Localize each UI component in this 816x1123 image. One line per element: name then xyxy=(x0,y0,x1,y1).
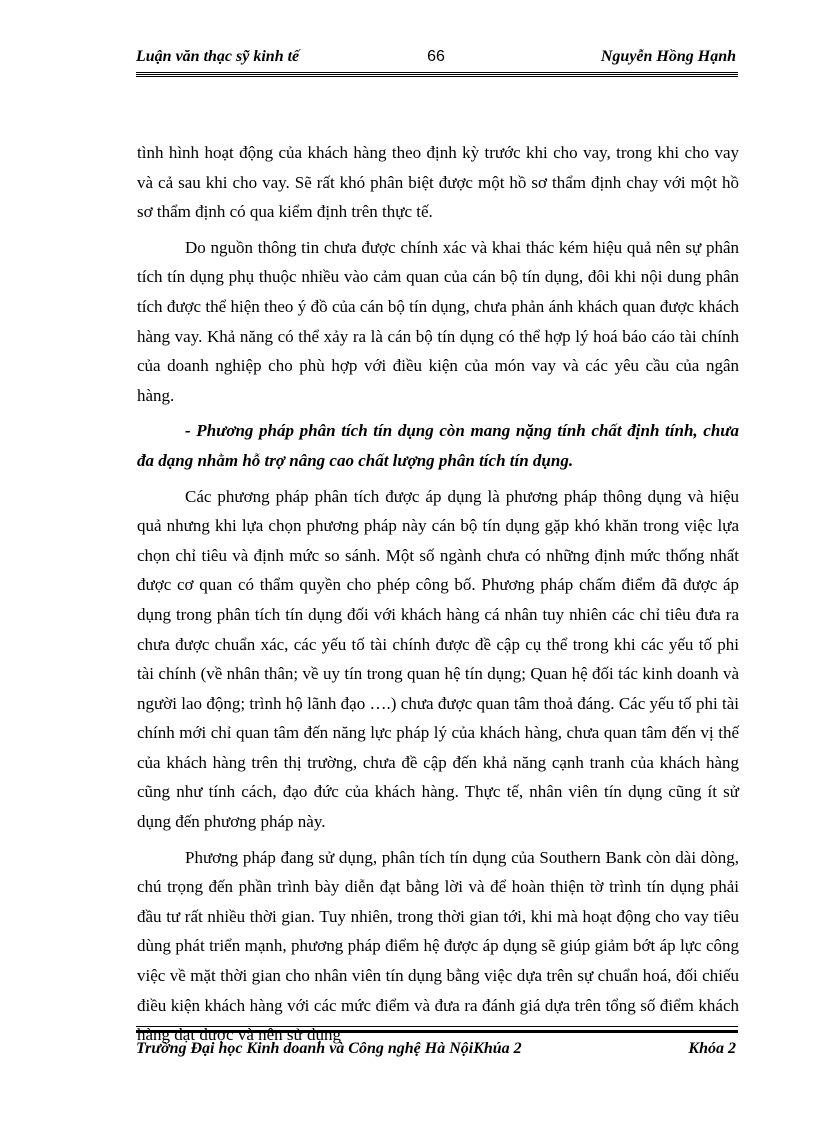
paragraph: Các phương pháp phân tích được áp dụng là phương pháp thông dụng và hiệu quả nhưng khi lựa chọn phương pháp này cán bộ tín dụng gặp khó khăn trong việc lựa chọn chỉ tiêu và định mức so sánh. Một số ngành chưa có những định mức thống nhất được cơ quan có thẩm quyền cho phép công bố. Phương pháp chấm điểm đã được áp dụng trong phân tích tín dụng đối với khách hàng cá nhân tuy nhiên các chỉ tiêu đưa ra chưa được chuẩn xác, các yếu tố tài chính được đề cập cụ thể trong khi các yếu tố phi tài chính (về nhân thân; về uy tín trong quan hệ tín dụng; Quan hệ đối tác kinh doanh và người lao động; trình hộ lãnh đạo ….) chưa được quan tâm thoả đáng. Các yếu tố phi tài chính mới chỉ quan tâm đến năng lực pháp lý của khách hàng, chưa quan tâm đến vị thế của khách hàng trên thị trường, chưa đề cập đến khả năng cạnh tranh của khách hàng cũng như tính cách, đạo đức của khách hàng. Thực tế, nhân viên tín dụng cũng ít sử dụng đến phương pháp này. xyxy=(137,486,739,832)
emphasis-heading: - Phương pháp phân tích tín dụng còn mang nặng tính chất định tính, chưa đa dạng nhằm hỗ trợ nâng cao chất lượng phân tích tín dụng. xyxy=(137,421,739,470)
footer-rule xyxy=(136,1030,738,1033)
page-header xyxy=(136,48,736,70)
page-number: 66 xyxy=(427,48,445,65)
footer-course: Khóa 2 xyxy=(688,1040,736,1057)
header-author: Nguyễn Hồng Hạnh xyxy=(600,48,736,65)
header-rule xyxy=(136,72,738,75)
paragraph: Phương pháp đang sử dụng, phân tích tín dụng của Southern Bank còn dài dòng, chú trọng đến phần trình bày diễn đạt bằng lời và để hoàn thiện tờ trình tín dụng phải đầu tư rất nhiều thời gian. Tuy nhiên, trong thời gian tới, khi mà hoạt động cho vay tiêu dùng phát triển mạnh, phương pháp điểm hệ được áp dụng sẽ giúp giảm bớt áp lực công việc về mặt thời gian cho nhân viên tín dụng bằng việc dựa trên sự chuẩn hoá, đối chiếu điều kiện khách hàng với các mức điểm và đưa ra đánh giá dựa trên tổng số điểm khách hàng đạt được và nên sử dụng xyxy=(137,847,739,1045)
page-footer xyxy=(136,1040,738,1062)
footer-rule-thin xyxy=(136,1026,738,1027)
header-thesis-title: Luận văn thạc sỹ kinh tế xyxy=(136,48,300,65)
paragraph: Do nguồn thông tin chưa được chính xác và khai thác kém hiệu quả nên sự phân tích tín dụng phụ thuộc nhiều vào cảm quan của cán bộ tín dụng, đôi khi nội dung phân tích được thể hiện theo ý đồ của cán bộ tín dụng, chưa phản ánh khách quan được khách hàng vay. Khả năng có thể xảy ra là cán bộ tín dụng có thể hợp lý hoá báo cáo tài chính của doanh nghiệp cho phù hợp với điều kiện của món vay và các yêu cầu của ngân hàng. xyxy=(137,237,739,405)
paragraph-continuation: tình hình hoạt động của khách hàng theo định kỳ trước khi cho vay, trong khi cho vay và cả sau khi cho vay. Sẽ rất khó phân biệt được một hồ sơ thẩm định chay với một hồ sơ thẩm định có qua kiểm định trên thực tế. xyxy=(137,143,739,222)
footer-institution: Trường Đại học Kinh doanh và Công nghệ Hà NộiKhúa 2 xyxy=(136,1040,522,1057)
header-rule-thin xyxy=(136,76,738,77)
page-body xyxy=(137,138,739,1056)
